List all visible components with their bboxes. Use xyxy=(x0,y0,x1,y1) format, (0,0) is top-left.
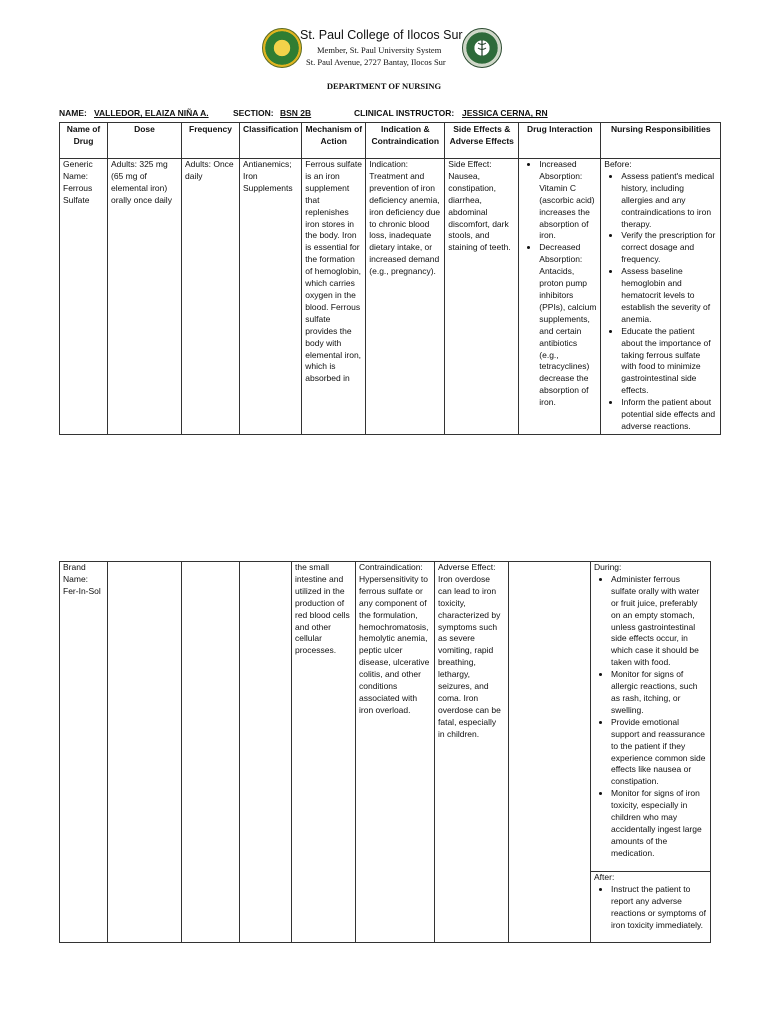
list-item: • Administer ferrous sulfate orally with water or fruit juice, preferably on an empty stomach, unless gastrointestinal side effects occur, in which case it should be taken with food. xyxy=(611,574,707,669)
college-seal-icon xyxy=(262,28,302,68)
list-item: • Monitor for signs of iron toxicity, especially in children who may accidentally ingest large amounts of the medication. xyxy=(611,788,707,859)
nursing-during-cell xyxy=(591,562,711,872)
list-item: • Instruct the patient to report any adverse reactions or symptoms of iron toxicity immediately. xyxy=(611,884,707,932)
column-header: Mechanism of Action xyxy=(302,123,366,159)
adverse-effects-cell: Adverse Effect: Iron overdose can lead to iron toxicity, characterized by symptoms such as severe vomiting, rapid breathing, lethargy, seizures, and coma. Iron overdose can be fatal, especially in children. xyxy=(435,562,509,943)
drug-study-table-page2 xyxy=(59,561,711,943)
list-item: • Provide emotional support and reassurance to the patient if they experience common side effects like nausea or constipation. xyxy=(611,717,707,788)
column-header: Nursing Responsibilities xyxy=(601,123,721,159)
contraindication-cell: Contraindication: Hypersensitivity to ferrous sulfate or any component of the formulation, hemochromatosis, hemolytic anemia, peptic ulcer disease, ulcerative colitis, and other conditions associated with iron overload. xyxy=(356,562,435,943)
column-header: Indication & Contraindication xyxy=(366,123,445,159)
instructor-label: CLINICAL INSTRUCTOR: xyxy=(354,108,455,118)
side-effects-cell: Side Effect: Nausea, constipation, diarrhea, abdominal discomfort, dark stools, and staining of teeth. xyxy=(445,159,519,435)
mechanism-cell: the small intestine and utilized in the production of red blood cells and other cellular processes. xyxy=(292,562,356,943)
column-header: Drug Interaction xyxy=(519,123,601,159)
column-header: Name of Drug xyxy=(60,123,108,159)
list-item: • Monitor for signs of allergic reactions, such as rash, itching, or swelling. xyxy=(611,669,707,717)
list-item: • Educate the patient about the importance of taking ferrous sulfate with food to minimize gastrointestinal side effects. xyxy=(621,326,717,397)
school-name: St. Paul College of Ilocos Sur xyxy=(300,28,463,42)
document-header xyxy=(0,24,768,74)
list-item: • Verify the prescription for correct dosage and frequency. xyxy=(621,230,717,266)
nursing-responsibilities-cell xyxy=(601,159,721,435)
department-title: DEPARTMENT OF NURSING xyxy=(326,81,442,91)
indication-cell: Indication: Treatment and prevention of iron deficiency anemia, iron deficiency due to chronic blood loss, inadequate dietary intake, or increased demand (e.g., pregnancy). xyxy=(366,159,445,435)
nursing-phase-label: During: xyxy=(594,562,622,572)
column-header: Dose xyxy=(108,123,182,159)
list-item: • Increased Absorption: Vitamin C (ascorbic acid) increases the absorption of iron. xyxy=(539,159,597,242)
student-name-label: NAME: xyxy=(59,108,87,118)
drug-name-cell: Generic Name: Ferrous Sulfate xyxy=(60,159,108,435)
nursing-caduceus-icon xyxy=(462,28,502,68)
column-header: Side Effects & Adverse Effects xyxy=(445,123,519,159)
classification-cell xyxy=(240,562,292,943)
list-item: • Assess baseline hemoglobin and hematocrit levels to establish the severity of anemia. xyxy=(621,266,717,326)
nursing-after-cell xyxy=(591,872,711,943)
list-item: • Assess patient's medical history, including allergies and any contraindications to iron therapy. xyxy=(621,171,717,231)
table-row xyxy=(60,562,711,872)
section-value: BSN 2B xyxy=(280,108,312,118)
dose-cell xyxy=(108,562,182,943)
drug-study-table-page1 xyxy=(59,122,721,435)
section-label: SECTION: xyxy=(233,108,274,118)
table-header-row xyxy=(60,123,721,159)
nursing-phase-label: After: xyxy=(594,872,615,882)
column-header: Classification xyxy=(240,123,302,159)
classification-cell: Antianemics; Iron Supplements xyxy=(240,159,302,435)
student-name-value: VALLEDOR, ELAIZA NIÑA A. xyxy=(94,108,209,118)
frequency-cell: Adults: Once daily xyxy=(182,159,240,435)
column-header: Frequency xyxy=(182,123,240,159)
frequency-cell xyxy=(182,562,240,943)
school-member-line: Member, St. Paul University System xyxy=(317,45,442,55)
drug-interaction-cell xyxy=(509,562,591,943)
caduceus-icon xyxy=(476,39,488,57)
school-address-line: St. Paul Avenue, 2727 Bantay, Ilocos Sur xyxy=(306,57,446,67)
nursing-phase-label: Before: xyxy=(604,159,632,169)
drug-interaction-cell xyxy=(519,159,601,435)
list-item: • Decreased Absorption: Antacids, proton pump inhibitors (PPIs), calcium supplements, and certain antibiotics (e.g., tetracyclines) decrease the absorption of iron. xyxy=(539,242,597,409)
mechanism-cell: Ferrous sulfate is an iron supplement that replenishes iron stores in the body. Iron is essential for the formation of hemoglobin, which carries oxygen in the blood. Ferrous sulfate provides the body with elemental iron, which is absorbed in xyxy=(302,159,366,435)
brand-name-cell: Brand Name: Fer-In-Sol xyxy=(60,562,108,943)
instructor-value: JESSICA CERNA, RN xyxy=(462,108,548,118)
table-row xyxy=(60,159,721,435)
dose-cell: Adults: 325 mg (65 mg of elemental iron) orally once daily xyxy=(108,159,182,435)
list-item: • Inform the patient about potential side effects and adverse reactions. xyxy=(621,397,717,433)
